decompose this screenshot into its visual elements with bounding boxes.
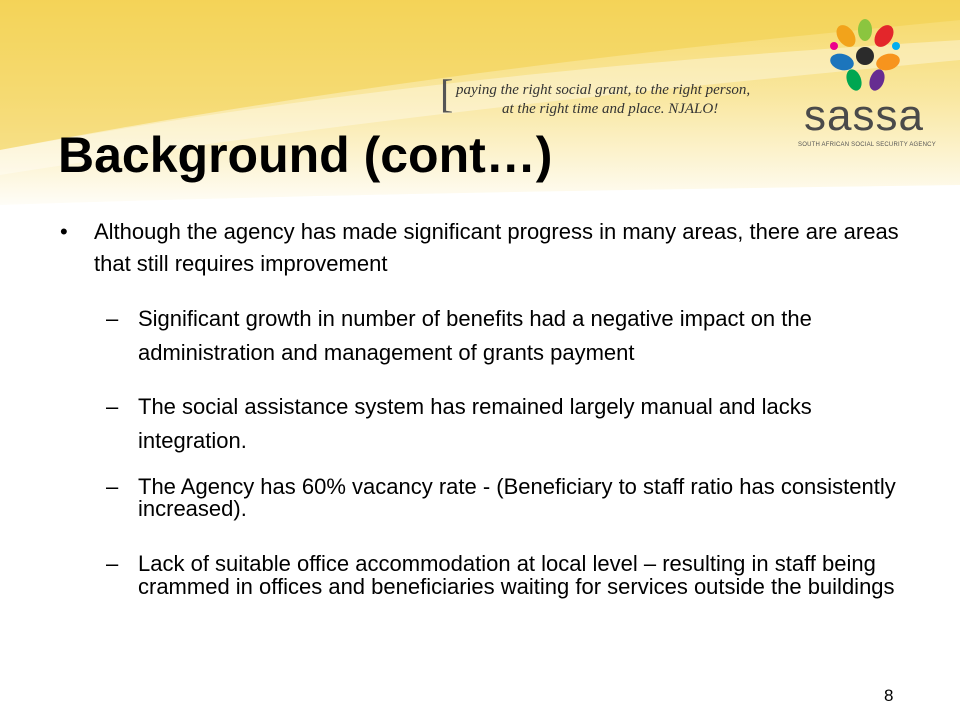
logo-agency-name: SOUTH AFRICAN SOCIAL SECURITY AGENCY xyxy=(798,142,936,148)
sub-point-text: Significant growth in number of benefits had a negative impact on the administration and management of grants payment xyxy=(138,306,812,365)
bullet-marker: • xyxy=(60,219,68,244)
dash-marker: – xyxy=(106,551,119,576)
dash-marker: – xyxy=(106,306,119,331)
main-bullet-text: Although the agency has made significant progress in many areas, there are areas that still requires improvement xyxy=(94,219,899,276)
tagline xyxy=(440,71,760,124)
slide-title: Background (cont…) xyxy=(58,127,553,183)
dash-marker: – xyxy=(106,474,119,499)
sub-point xyxy=(106,302,896,370)
page-number: 8 xyxy=(884,686,894,705)
dash-marker: – xyxy=(106,394,119,419)
tagline-line-1: paying the right social grant, to the right person, xyxy=(456,82,751,98)
sub-point-text: The social assistance system has remained largely manual and lacks integration. xyxy=(138,394,812,453)
sub-point-text: The Agency has 60% vacancy rate - (Beneficiary to staff ratio has consistently increased). xyxy=(138,474,896,521)
tagline-line-2: at the right time and place. NJALO! xyxy=(502,101,719,117)
tagline-bracket: [ xyxy=(440,71,454,116)
sub-point xyxy=(106,476,896,520)
main-bullet xyxy=(60,216,920,280)
sassa-logo xyxy=(786,18,946,148)
hands-logo-icon xyxy=(820,18,910,92)
sub-point-text: Lack of suitable office accommodation at local level – resulting in staff being crammed in offices and beneficiaries waiting for services outside the buildings xyxy=(138,551,895,599)
sub-point xyxy=(106,552,896,598)
sub-point xyxy=(106,390,896,458)
logo-wordmark: sassa xyxy=(804,91,924,140)
